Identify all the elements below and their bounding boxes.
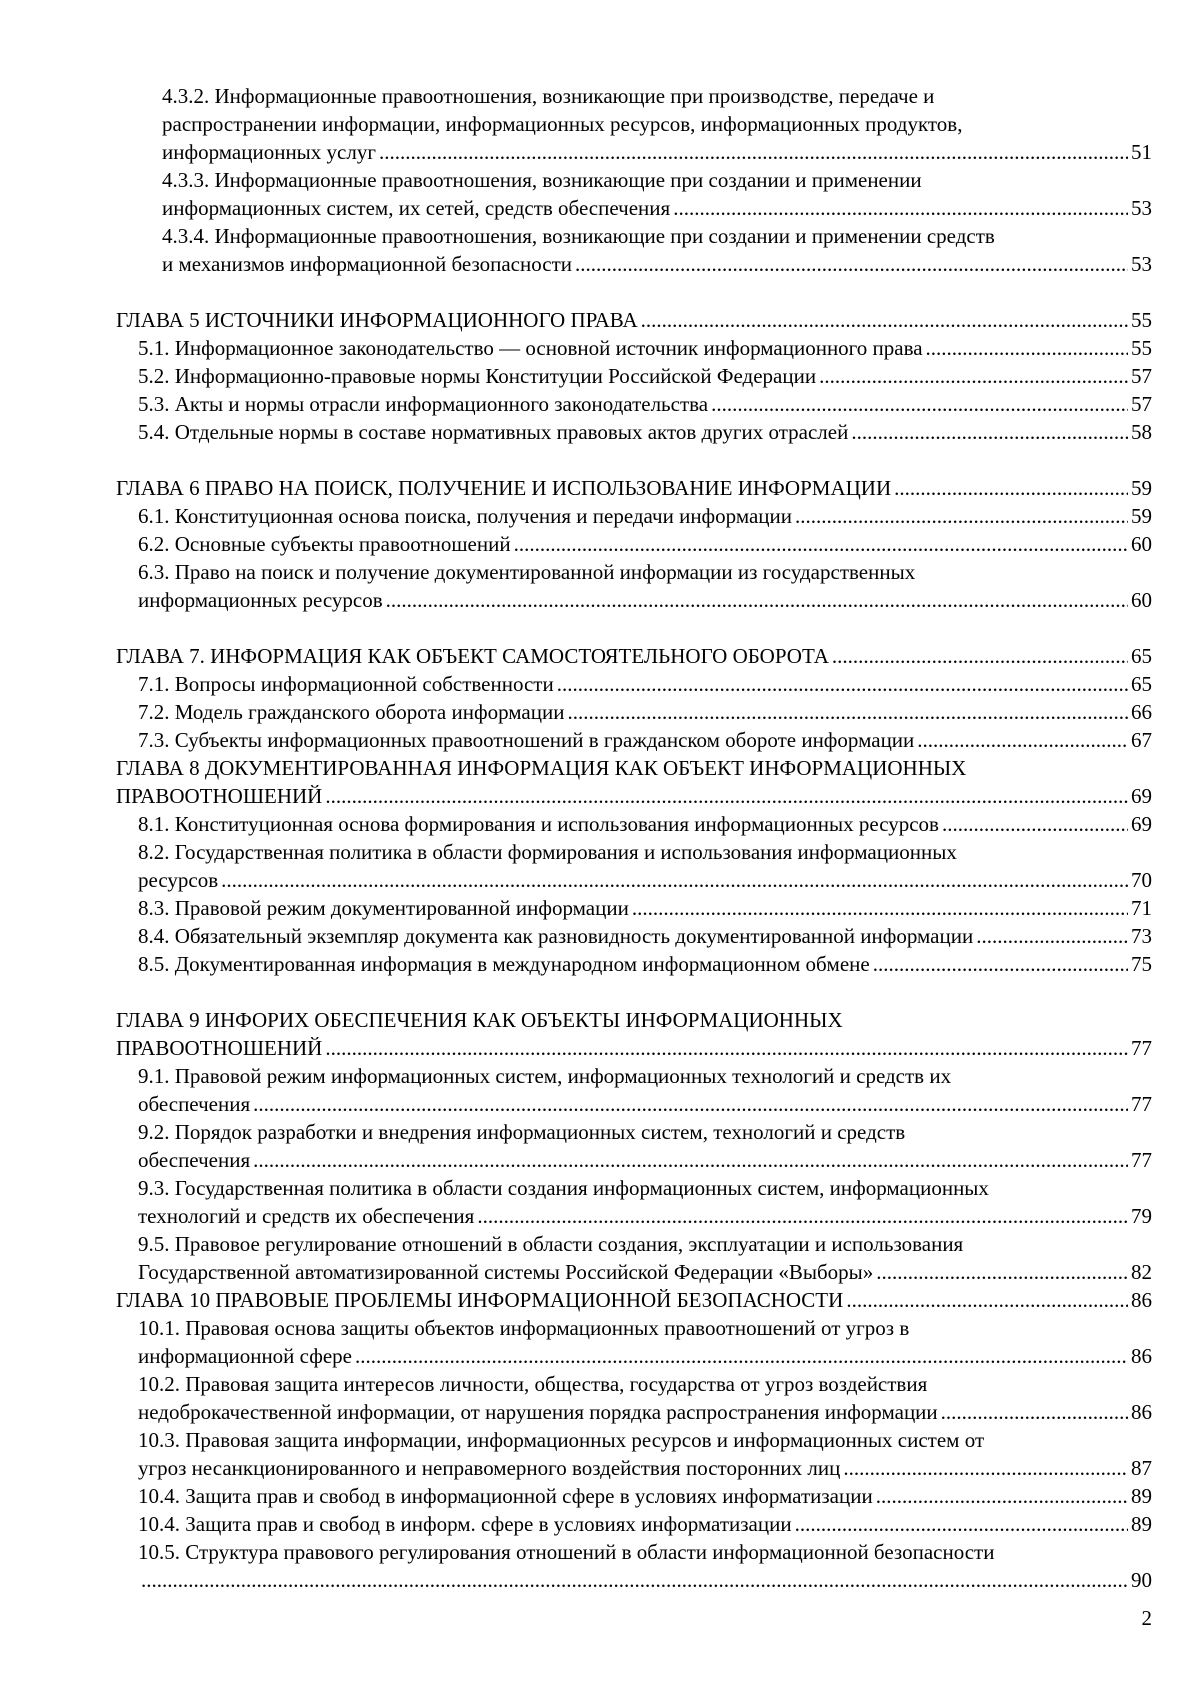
- toc-page-number: 90: [1131, 1568, 1152, 1592]
- dot-leader: [851, 418, 1128, 446]
- toc-page-number: 75: [1131, 952, 1152, 976]
- toc-entry-line: 4.3.4. Информационные правоотношения, возникающие при создании и применении средств: [162, 224, 995, 248]
- toc-entry-last-line: [116, 306, 1152, 334]
- dot-leader: [575, 250, 1128, 278]
- toc-entry-title: и механизмов информационной безопасности: [162, 252, 573, 276]
- dot-leader: [819, 362, 1128, 390]
- toc-entry-last-line: [138, 1398, 1152, 1426]
- toc-section: [116, 838, 1152, 894]
- toc-section: [116, 810, 1152, 838]
- toc-page-number: 89: [1131, 1512, 1152, 1536]
- dot-leader: [632, 894, 1128, 922]
- toc-entry-last-line: [138, 1510, 1152, 1538]
- dot-leader: [477, 1202, 1128, 1230]
- toc-entry-title: ГЛАВА 7. ИНФОРМАЦИЯ КАК ОБЪЕКТ САМОСТОЯТЕЛЬНОГО ОБОРОТА: [116, 644, 829, 668]
- dot-leader: [795, 1510, 1128, 1538]
- dot-leader: [567, 698, 1128, 726]
- toc-page-number: 53: [1131, 196, 1152, 220]
- toc-section: [116, 1370, 1152, 1426]
- toc-section: [116, 894, 1152, 922]
- toc-page-number: 82: [1131, 1260, 1152, 1284]
- toc-entry-title: информационных ресурсов: [138, 588, 383, 612]
- toc-chapter: [116, 474, 1152, 502]
- dot-leader: [876, 1258, 1128, 1286]
- dot-leader: [894, 474, 1128, 502]
- toc-section: [116, 1538, 1152, 1594]
- toc-entry-title: 6.1. Конституционная основа поиска, получения и передачи информации: [138, 504, 793, 528]
- dot-leader: [941, 1398, 1128, 1426]
- dot-leader: [711, 390, 1128, 418]
- toc-entry-last-line: [138, 866, 1152, 894]
- page-number: 2: [1141, 1606, 1152, 1630]
- toc-entry-title: ресурсов: [138, 868, 219, 892]
- toc-entry-last-line: [116, 1034, 1152, 1062]
- toc-entry-last-line: [138, 950, 1152, 978]
- toc-chapter: [116, 754, 1152, 810]
- toc-chapter: [116, 1286, 1152, 1314]
- dot-leader: [843, 1454, 1128, 1482]
- toc-page-number: 73: [1131, 924, 1152, 948]
- toc-entry-line: 10.1. Правовая основа защиты объектов информационных правоотношений от угроз в: [138, 1316, 910, 1340]
- toc-entry-last-line: [138, 1566, 1152, 1594]
- toc-section: [116, 726, 1152, 754]
- toc-page-number: 77: [1131, 1036, 1152, 1060]
- toc-entry-last-line: [138, 1146, 1152, 1174]
- toc-entry-title: 8.1. Конституционная основа формирования и использования информационных ресурсов: [138, 812, 939, 836]
- dot-leader: [355, 1342, 1128, 1370]
- dot-leader: [876, 1482, 1128, 1510]
- toc-entry-last-line: [162, 250, 1152, 278]
- toc-entry-title: 5.3. Акты и нормы отрасли информационного законодательства: [138, 392, 709, 416]
- dot-leader: [221, 866, 1128, 894]
- toc-entry-line: распространении информации, информационных ресурсов, информационных продуктов,: [162, 112, 963, 136]
- toc-entry-title: 5.2. Информационно-правовые нормы Конституции Российской Федерации: [138, 364, 817, 388]
- toc-page-number: 69: [1131, 784, 1152, 808]
- toc-section: [116, 1426, 1152, 1482]
- toc-page-number: 70: [1131, 868, 1152, 892]
- toc-section: [116, 82, 1152, 166]
- dot-leader: [141, 1566, 1128, 1594]
- toc-entry-last-line: [116, 1286, 1152, 1314]
- dot-leader: [379, 138, 1128, 166]
- toc-entry-title: 7.3. Субъекты информационных правоотношений в гражданском обороте информации: [138, 728, 915, 752]
- toc-page-number: 86: [1131, 1288, 1152, 1312]
- toc-entry-last-line: [138, 810, 1152, 838]
- toc-entry-title: ГЛАВА 5 ИСТОЧНИКИ ИНФОРМАЦИОННОГО ПРАВА: [116, 308, 638, 332]
- toc-entry-title: информационных услуг: [162, 140, 376, 164]
- toc-section: [116, 950, 1152, 978]
- toc-entry-line: 9.1. Правовой режим информационных систем, информационных технологий и средств их: [138, 1064, 952, 1088]
- toc-page-number: 60: [1131, 532, 1152, 556]
- toc-entry-line: 10.5. Структура правового регулирования отношений в области информационной безопасности: [138, 1540, 995, 1564]
- toc-entry-title: недоброкачественной информации, от нарушения порядка распространения информации: [138, 1400, 938, 1424]
- toc-entry-line: ГЛАВА 9 ИНФОРИХ ОБЕСПЕЧЕНИЯ КАК ОБЪЕКТЫ ИНФОРМАЦИОННЫХ: [116, 1008, 843, 1032]
- toc-entry-last-line: [138, 418, 1152, 446]
- toc-entry-last-line: [116, 642, 1152, 670]
- toc-section: [116, 1118, 1152, 1174]
- toc-entry-title: 7.1. Вопросы информационной собственности: [138, 672, 554, 696]
- dot-leader: [386, 586, 1128, 614]
- toc-entry-last-line: [162, 194, 1152, 222]
- toc-page-number: 51: [1131, 140, 1152, 164]
- toc-entry-title: 8.4. Обязательный экземпляр документа как разновидность документированной информации: [138, 924, 974, 948]
- toc-page-number: 66: [1131, 700, 1152, 724]
- dot-leader: [673, 194, 1128, 222]
- dot-leader: [832, 642, 1128, 670]
- toc-entry-title: информационной сфере: [138, 1344, 352, 1368]
- toc-entry-title: 8.5. Документированная информация в международном информационном обмене: [138, 952, 870, 976]
- dot-leader: [325, 1034, 1128, 1062]
- toc-entry-line: 10.2. Правовая защита интересов личности, общества, государства от угроз воздействия: [138, 1372, 928, 1396]
- dot-leader: [253, 1146, 1128, 1174]
- dot-leader: [641, 306, 1128, 334]
- dot-leader: [795, 502, 1128, 530]
- toc-section: [116, 1230, 1152, 1286]
- toc-entry-last-line: [138, 1090, 1152, 1118]
- toc-entry-title: ГЛАВА 10 ПРАВОВЫЕ ПРОБЛЕМЫ ИНФОРМАЦИОННОЙ БЕЗОПАСНОСТИ: [116, 1288, 844, 1312]
- toc-entry-last-line: [138, 698, 1152, 726]
- dot-leader: [976, 922, 1128, 950]
- toc-page-number: 69: [1131, 812, 1152, 836]
- toc-entry-title: обеспечения: [138, 1092, 251, 1116]
- toc-section: [116, 1062, 1152, 1118]
- toc-page-number: 87: [1131, 1456, 1152, 1480]
- toc-entry-last-line: [138, 1482, 1152, 1510]
- toc-entry-title: информационных систем, их сетей, средств обеспечения: [162, 196, 671, 220]
- toc-entry-line: 4.3.2. Информационные правоотношения, возникающие при производстве, передаче и: [162, 84, 935, 108]
- toc-page-number: 60: [1131, 588, 1152, 612]
- dot-leader: [557, 670, 1128, 698]
- toc-entry-line: 4.3.3. Информационные правоотношения, возникающие при создании и применении: [162, 168, 922, 192]
- toc-page-number: 59: [1131, 504, 1152, 528]
- toc-entry-line: 6.3. Право на поиск и получение документированной информации из государственных: [138, 560, 916, 584]
- toc-entry-last-line: [116, 474, 1152, 502]
- toc-entry-last-line: [138, 390, 1152, 418]
- toc-section: [116, 334, 1152, 362]
- toc-entry-title: ГЛАВА 6 ПРАВО НА ПОИСК, ПОЛУЧЕНИЕ И ИСПОЛЬЗОВАНИЕ ИНФОРМАЦИИ: [116, 476, 892, 500]
- toc-entry-last-line: [138, 670, 1152, 698]
- toc-entry-line: 9.5. Правовое регулирование отношений в области создания, эксплуатации и использования: [138, 1232, 964, 1256]
- toc-entry-last-line: [138, 530, 1152, 558]
- toc-entry-title: 10.4. Защита прав и свобод в информ. сфере в условиях информатизации: [138, 1512, 792, 1536]
- toc-entry-last-line: [138, 1202, 1152, 1230]
- toc-page-number: 59: [1131, 476, 1152, 500]
- toc-chapter: [116, 1006, 1152, 1062]
- toc-entry-title: 7.2. Модель гражданского оборота информации: [138, 700, 565, 724]
- toc-entry-last-line: [138, 922, 1152, 950]
- toc-entry-last-line: [138, 1454, 1152, 1482]
- toc-section: [116, 166, 1152, 222]
- toc-page-number: 89: [1131, 1484, 1152, 1508]
- toc-section: [116, 418, 1152, 446]
- toc-entry-last-line: [138, 1258, 1152, 1286]
- toc-page-number: 55: [1131, 336, 1152, 360]
- dot-leader: [942, 810, 1128, 838]
- toc-section: [116, 362, 1152, 390]
- toc-page-number: 53: [1131, 252, 1152, 276]
- toc-entry-last-line: [138, 726, 1152, 754]
- toc-page-number: 86: [1131, 1344, 1152, 1368]
- toc-entry-title: 5.4. Отдельные нормы в составе нормативных правовых актов других отраслей: [138, 420, 849, 444]
- toc-page-number: 71: [1131, 896, 1152, 920]
- toc-page-number: 79: [1131, 1204, 1152, 1228]
- toc-entry-last-line: [138, 894, 1152, 922]
- dot-leader: [873, 950, 1128, 978]
- toc-page-number: 58: [1131, 420, 1152, 444]
- toc-entry-title: 5.1. Информационное законодательство — основной источник информационного права: [138, 336, 923, 360]
- toc-entry-last-line: [138, 334, 1152, 362]
- toc-section: [116, 390, 1152, 418]
- toc-entry-line: 10.3. Правовая защита информации, информационных ресурсов и информационных систем от: [138, 1428, 985, 1452]
- toc-entry-title: ПРАВООТНОШЕНИЙ: [116, 784, 323, 808]
- toc-section: [116, 1314, 1152, 1370]
- toc-page-number: 65: [1131, 644, 1152, 668]
- toc-section: [116, 922, 1152, 950]
- toc-section: [116, 502, 1152, 530]
- toc-section: [116, 1174, 1152, 1230]
- dot-leader: [253, 1090, 1128, 1118]
- toc-entry-title: обеспечения: [138, 1148, 251, 1172]
- toc-chapter: [116, 642, 1152, 670]
- dot-leader: [325, 782, 1128, 810]
- toc-page-number: 55: [1131, 308, 1152, 332]
- toc-entry-title: 8.3. Правовой режим документированной информации: [138, 896, 629, 920]
- toc-page-number: 57: [1131, 364, 1152, 388]
- toc-page-number: 67: [1131, 728, 1152, 752]
- toc-entry-title: 10.4. Защита прав и свобод в информационной сфере в условиях информатизации: [138, 1484, 873, 1508]
- table-of-contents: [116, 82, 1152, 1594]
- toc-entry-last-line: [138, 1342, 1152, 1370]
- toc-entry-title: угроз несанкционированного и неправомерного воздействия посторонних лиц: [138, 1456, 841, 1480]
- toc-entry-line: ГЛАВА 8 ДОКУМЕНТИРОВАННАЯ ИНФОРМАЦИЯ КАК ОБЪЕКТ ИНФОРМАЦИОННЫХ: [116, 756, 967, 780]
- toc-section: [116, 1482, 1152, 1510]
- toc-section: [116, 530, 1152, 558]
- toc-chapter: [116, 306, 1152, 334]
- toc-section: [116, 698, 1152, 726]
- toc-section: [116, 1510, 1152, 1538]
- toc-entry-last-line: [138, 586, 1152, 614]
- toc-page-number: 77: [1131, 1148, 1152, 1172]
- toc-entry-last-line: [116, 782, 1152, 810]
- toc-section: [116, 222, 1152, 278]
- toc-page-number: 86: [1131, 1400, 1152, 1424]
- toc-entry-line: 9.3. Государственная политика в области создания информационных систем, информационных: [138, 1176, 989, 1200]
- toc-page-number: 57: [1131, 392, 1152, 416]
- dot-leader: [514, 530, 1128, 558]
- toc-entry-line: 9.2. Порядок разработки и внедрения информационных систем, технологий и средств: [138, 1120, 906, 1144]
- toc-entry-title: 6.2. Основные субъекты правоотношений: [138, 532, 511, 556]
- toc-entry-title: ПРАВООТНОШЕНИЙ: [116, 1036, 323, 1060]
- toc-entry-line: 8.2. Государственная политика в области формирования и использования информационных: [138, 840, 957, 864]
- toc-entry-title: Государственной автоматизированной системы Российской Федерации «Выборы»: [138, 1260, 874, 1284]
- toc-entry-last-line: [162, 138, 1152, 166]
- dot-leader: [926, 334, 1128, 362]
- toc-section: [116, 558, 1152, 614]
- toc-page-number: 65: [1131, 672, 1152, 696]
- toc-page-number: 77: [1131, 1092, 1152, 1116]
- dot-leader: [917, 726, 1128, 754]
- dot-leader: [846, 1286, 1128, 1314]
- toc-entry-last-line: [138, 362, 1152, 390]
- toc-section: [116, 670, 1152, 698]
- toc-entry-title: технологий и средств их обеспечения: [138, 1204, 475, 1228]
- toc-entry-last-line: [138, 502, 1152, 530]
